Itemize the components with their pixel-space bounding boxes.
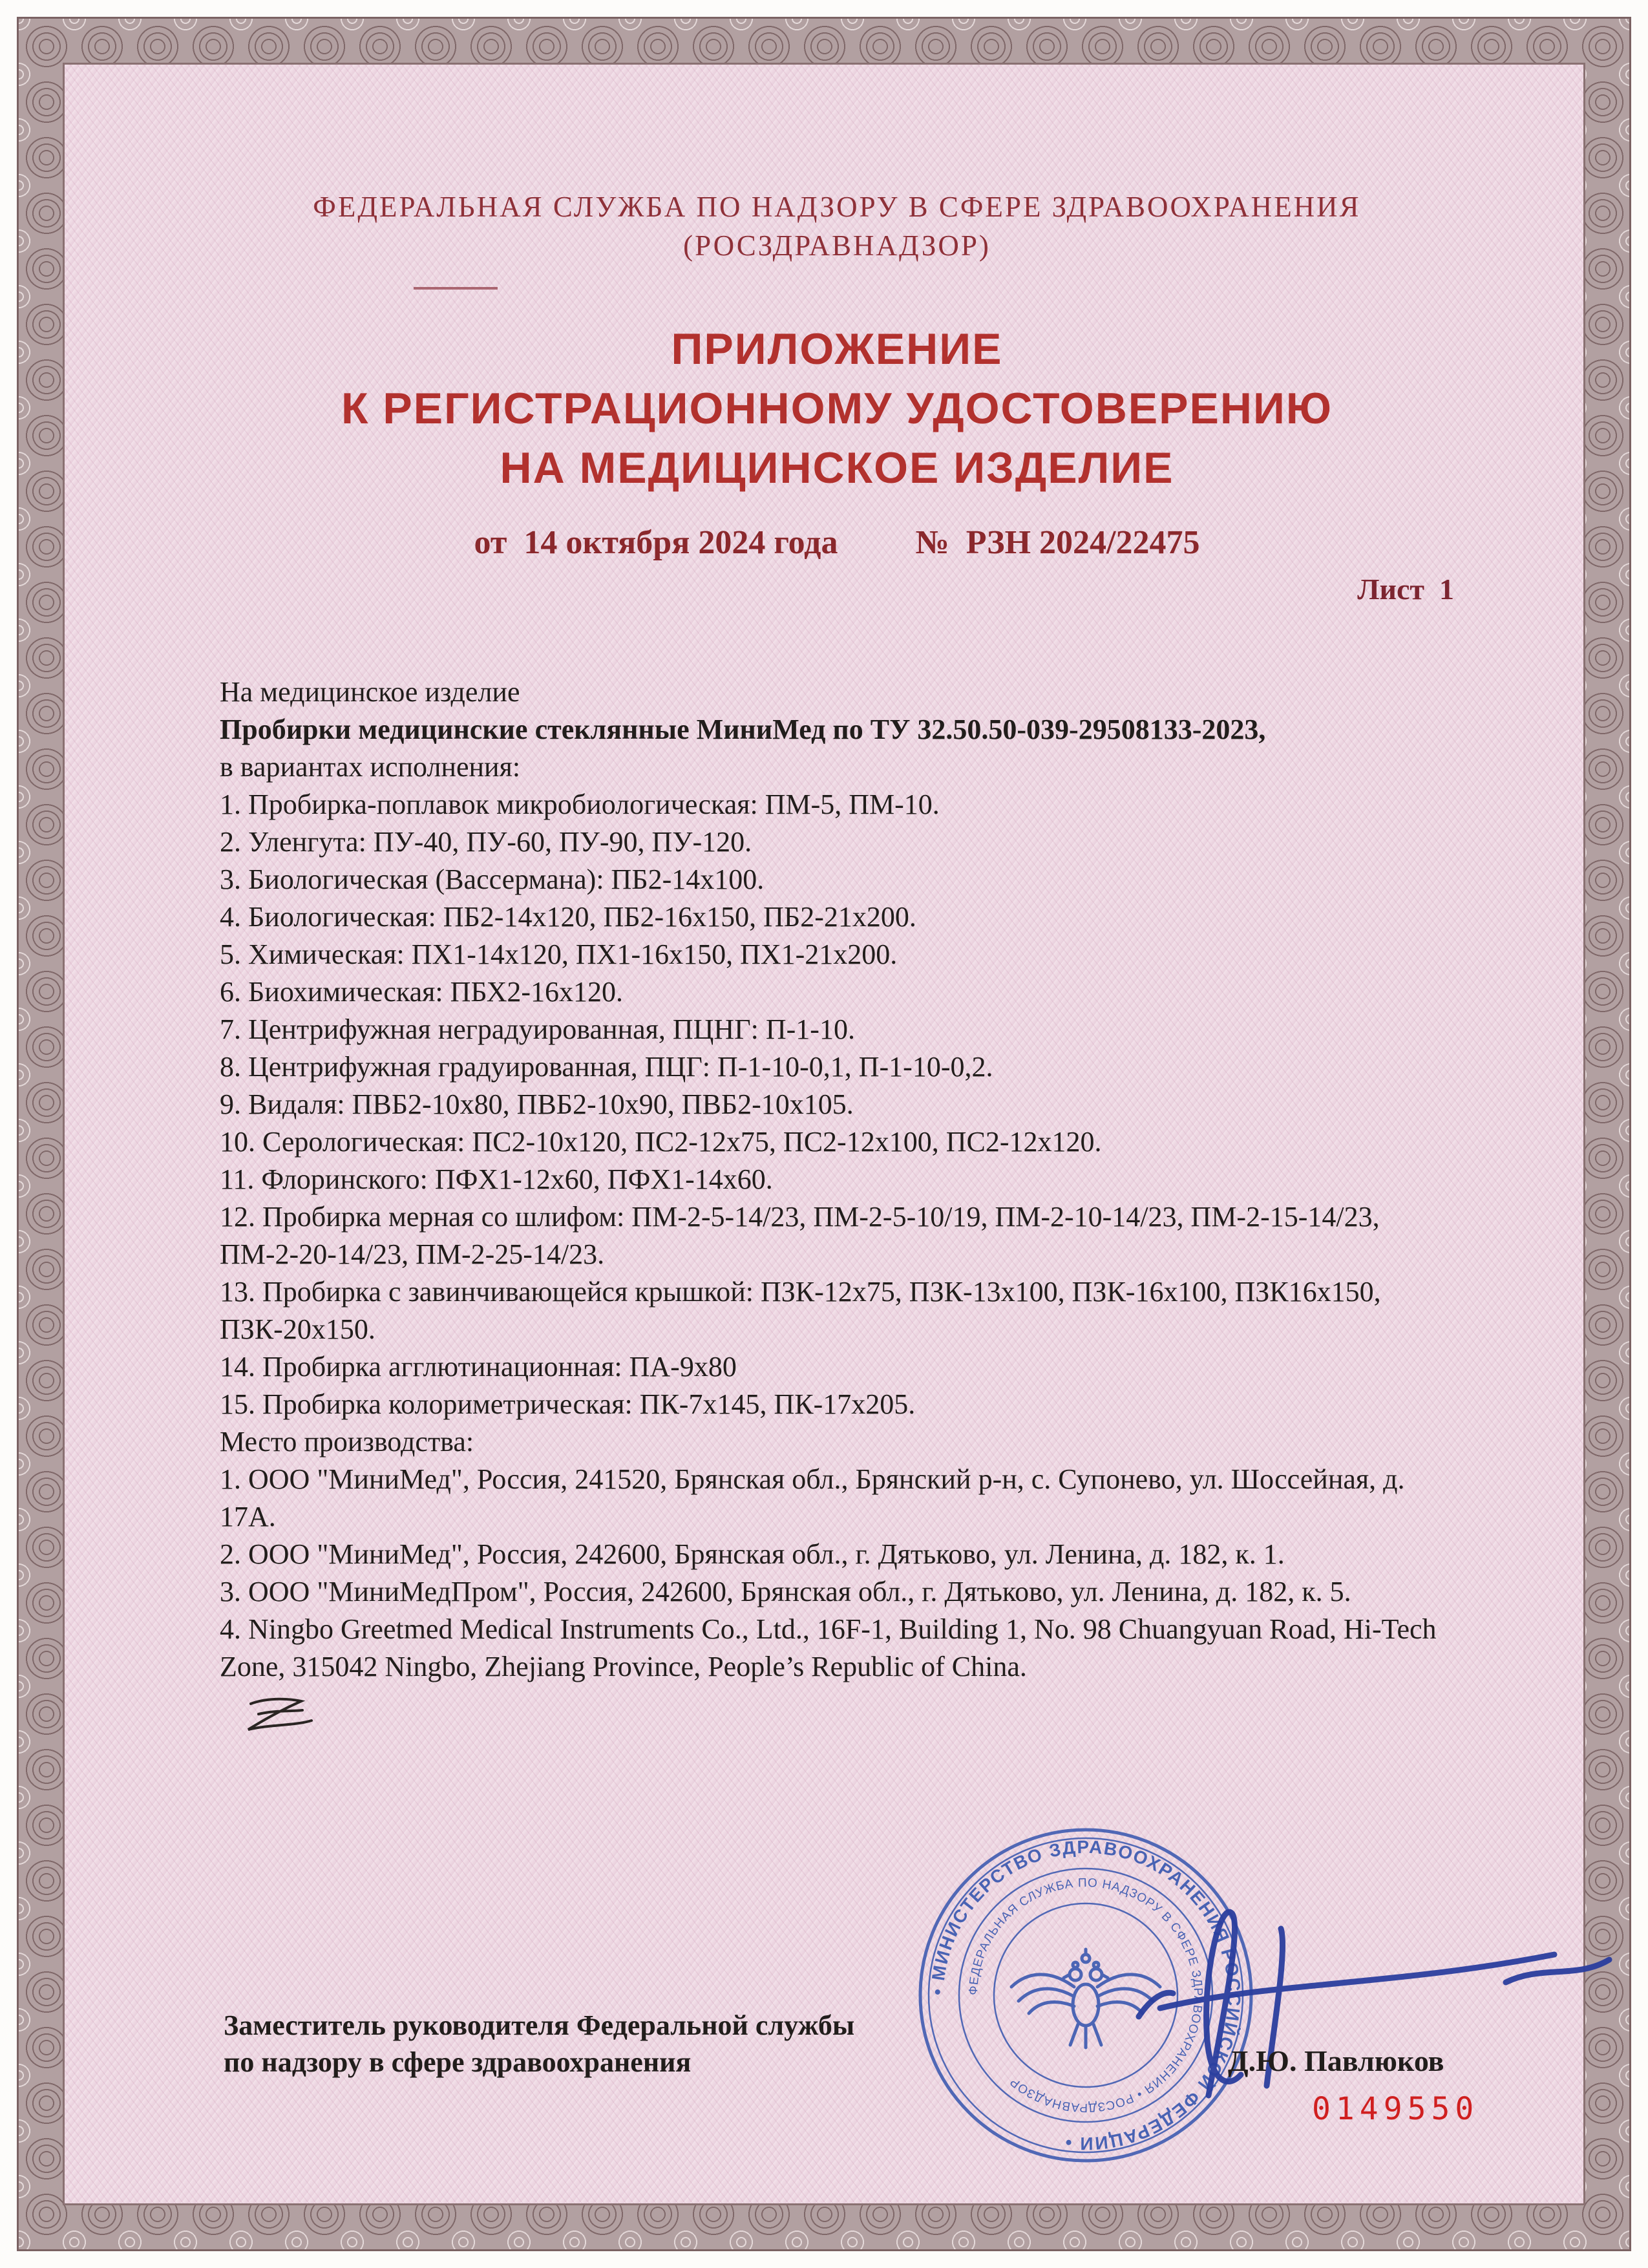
- production-site: 4. Ningbo Greetmed Medical Instruments Co., Ltd., 16F-1, Building 1, No. 98 Chuangyuan Road, Hi-Tech Zone, 315042 Ningbo, Zhejiang Province, People’s Republic of China.: [220, 1613, 1437, 1682]
- variant-item: 1. Пробирка-поплавок микробиологическая: ПМ-5, ПМ-10.: [220, 789, 940, 820]
- variant-item: 9. Видаля: ПВБ2-10х80, ПВБ2-10х90, ПВБ2-10х105.: [220, 1088, 854, 1120]
- intro-line: На медицинское изделие: [220, 676, 520, 708]
- title-line-3: НА МЕДИЦИНСКОЕ ИЗДЕЛИЕ: [500, 443, 1174, 493]
- certificate-content: [65, 65, 1583, 2203]
- variant-item: 12. Пробирка мерная со шлифом: ПМ-2-5-14/23, ПМ-2-5-10/19, ПМ-2-10-14/23, ПМ-2-15-14/23, ПМ-2-20-14/23, ПМ-2-25-14/23.: [220, 1201, 1380, 1270]
- variant-item: 11. Флоринского: ПФХ1-12х60, ПФХ1-14х60.: [220, 1163, 773, 1195]
- variant-item: 8. Центрифужная градуированная, ПЦГ: П-1-10-0,1, П-1-10-0,2.: [220, 1051, 993, 1083]
- signer-title-line-2: по надзору в сфере здравоохранения: [224, 2046, 692, 2078]
- variant-item: 6. Биохимическая: ПБХ2-16х120.: [220, 976, 624, 1008]
- header-rule: [414, 287, 498, 290]
- agency-header: [220, 187, 1454, 265]
- issue-date: от 14 октября 2024 года: [474, 524, 838, 561]
- variant-item: 2. Уленгута: ПУ-40, ПУ-60, ПУ-90, ПУ-120.: [220, 826, 752, 858]
- variant-item: 13. Пробирка с завинчивающейся крышкой: ПЗК-12х75, ПЗК-13х100, ПЗК-16х100, ПЗК16х150, ПЗК-20х150.: [220, 1276, 1381, 1345]
- registration-number: № РЗН 2024/22475: [915, 524, 1200, 561]
- production-site: 3. ООО "МиниМедПром", Россия, 242600, Брянская обл., г. Дятьково, ул. Ленина, д. 182, к. 5.: [220, 1576, 1351, 1607]
- variant-item: 3. Биологическая (Вассермана): ПБ2-14х100.: [220, 864, 765, 895]
- agency-short-name: (РОСЗДРАВНАДЗОР): [683, 229, 991, 262]
- document-title: [220, 319, 1454, 498]
- issue-row: [220, 524, 1454, 562]
- device-name: Пробирки медицинские стеклянные МиниМед по ТУ 32.50.50-039-29508133-2023,: [220, 714, 1266, 745]
- document-body: [220, 673, 1454, 1686]
- title-line-2: К РЕГИСТРАЦИОННОМУ УДОСТОВЕРЕНИЮ: [341, 384, 1333, 433]
- variant-item: 4. Биологическая: ПБ2-14х120, ПБ2-16х150, ПБ2-21х200.: [220, 901, 916, 933]
- signer-name: Д.Ю. Павлюков: [1228, 2044, 1444, 2077]
- certificate-field: [63, 63, 1585, 2205]
- production-site: 1. ООО "МиниМед", Россия, 241520, Брянская обл., Брянский р-н, с. Супонево, ул. Шоссейная, д. 17А.: [220, 1463, 1405, 1532]
- variant-item: 10. Серологическая: ПС2-10х120, ПС2-12х75, ПС2-12х100, ПС2-12х120.: [220, 1126, 1102, 1158]
- agency-name: ФЕДЕРАЛЬНАЯ СЛУЖБА ПО НАДЗОРУ В СФЕРЕ ЗДРАВООХРАНЕНИЯ: [313, 191, 1361, 223]
- variant-item: 7. Центрифужная неградуированная, ПЦНГ: П-1-10.: [220, 1013, 855, 1045]
- production-site: 2. ООО "МиниМед", Россия, 242600, Брянская обл., г. Дятьково, ул. Ленина, д. 182, к. 1.: [220, 1538, 1285, 1570]
- seal-inner-text: ФЕДЕРАЛЬНАЯ СЛУЖБА ПО НАДЗОРУ В СФЕРЕ ЗДРАВООХРАНЕНИЯ • РОСЗДРАВНАДЗОР: [966, 1876, 1205, 2115]
- sheet-number: Лист 1: [1357, 573, 1454, 606]
- variant-item: 14. Пробирка агглютинационная: ПА-9х80: [220, 1351, 737, 1383]
- seal-outer-text: • МИНИСТЕРСТВО ЗДРАВООХРАНЕНИЯ РОССИЙСКОЙ ФЕДЕРАЦИИ •: [927, 1836, 1245, 2154]
- guilloche-border-frame: [17, 17, 1631, 2251]
- handwritten-mark: [239, 1692, 323, 1737]
- signer-block: [224, 2007, 854, 2081]
- title-line-1: ПРИЛОЖЕНИЕ: [671, 324, 1003, 374]
- variant-item: 15. Пробирка колориметрическая: ПК-7х145, ПК-17х205.: [220, 1388, 916, 1420]
- serial-number: 0149550: [1312, 2091, 1479, 2127]
- signer-title-line-1: Заместитель руководителя Федеральной службы: [224, 2009, 855, 2041]
- handwritten-mark-wrap: [239, 1692, 1454, 1741]
- production-heading: Место производства:: [220, 1426, 474, 1457]
- variants-intro: в вариантах исполнения:: [220, 751, 521, 783]
- variant-item: 5. Химическая: ПХ1-14х120, ПХ1-16х150, ПХ1-21х200.: [220, 938, 898, 970]
